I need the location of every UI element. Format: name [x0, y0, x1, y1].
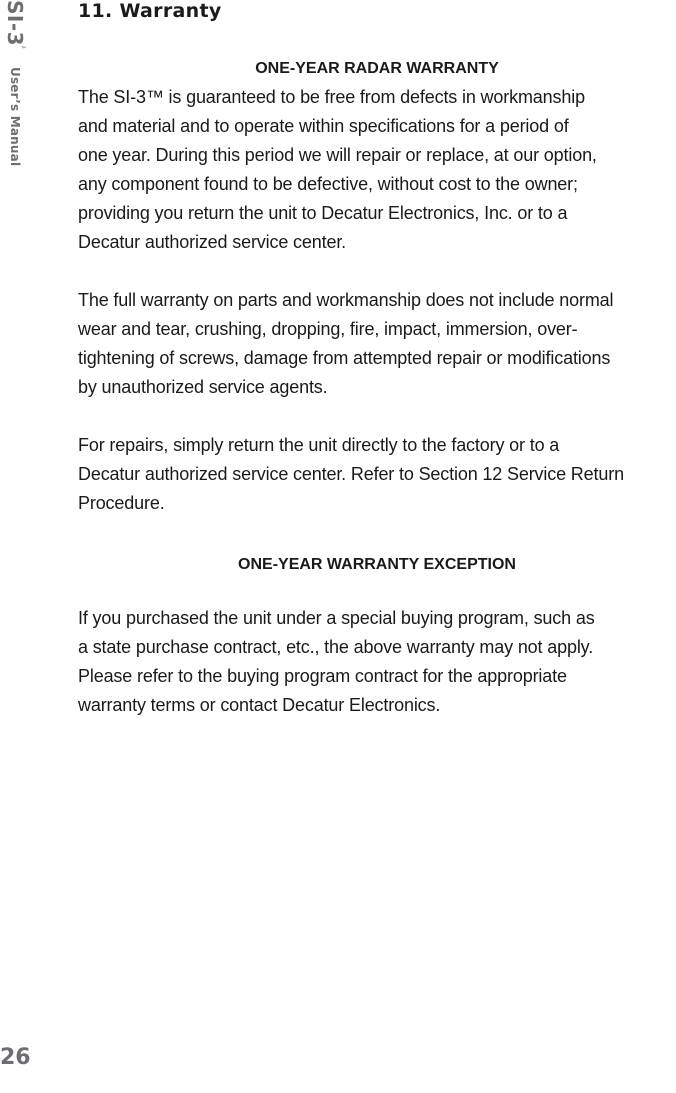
- text-line: warranty terms or contact Decatur Electronics.: [78, 695, 441, 715]
- running-header: [1, 0, 27, 166]
- text-line: tightening of screws, damage from attempted repair or modifications: [78, 348, 611, 368]
- text-line: Decatur authorized service center. Refer to Section 12 Service Return: [78, 464, 624, 484]
- text-line: any component found to be defective, without cost to the owner;: [78, 174, 578, 194]
- trademark-symbol: ™: [20, 46, 27, 54]
- text-line: providing you return the unit to Decatur Electronics, Inc. or to a: [78, 203, 568, 223]
- radar-warranty-heading: ONE-YEAR RADAR WARRANTY: [255, 60, 499, 77]
- manual-label: User’s Manual: [8, 66, 22, 166]
- section-title: 11. Warranty: [78, 0, 222, 22]
- text-line: Please refer to the buying program contract for the appropriate: [78, 666, 567, 686]
- page-content: [78, 0, 676, 720]
- text-line: The SI-3™ is guaranteed to be free from defects in workmanship: [78, 87, 585, 107]
- paragraph: [78, 604, 676, 720]
- text-line: a state purchase contract, etc., the above warranty may not apply.: [78, 637, 594, 657]
- paragraph: [78, 286, 676, 402]
- text-line: If you purchased the unit under a special buying program, such as: [78, 608, 595, 628]
- paragraph: [78, 83, 676, 257]
- text-line: Decatur authorized service center.: [78, 232, 347, 252]
- text-line: Procedure.: [78, 493, 165, 513]
- text-line: one year. During this period we will repair or replace, at our option,: [78, 145, 597, 165]
- text-line: wear and tear, crushing, dropping, fire, impact, immersion, over-: [78, 319, 578, 339]
- text-line: by unauthorized service agents.: [78, 377, 328, 397]
- warranty-exception-heading: ONE-YEAR WARRANTY EXCEPTION: [238, 556, 516, 573]
- text-line: For repairs, simply return the unit directly to the factory or to a: [78, 435, 560, 455]
- text-line: The full warranty on parts and workmanship does not include normal: [78, 290, 614, 310]
- paragraph: [78, 431, 676, 518]
- text-line: and material and to operate within specifications for a period of: [78, 116, 569, 136]
- page-number: 26: [0, 1045, 31, 1070]
- model-name: SI-3: [3, 0, 27, 47]
